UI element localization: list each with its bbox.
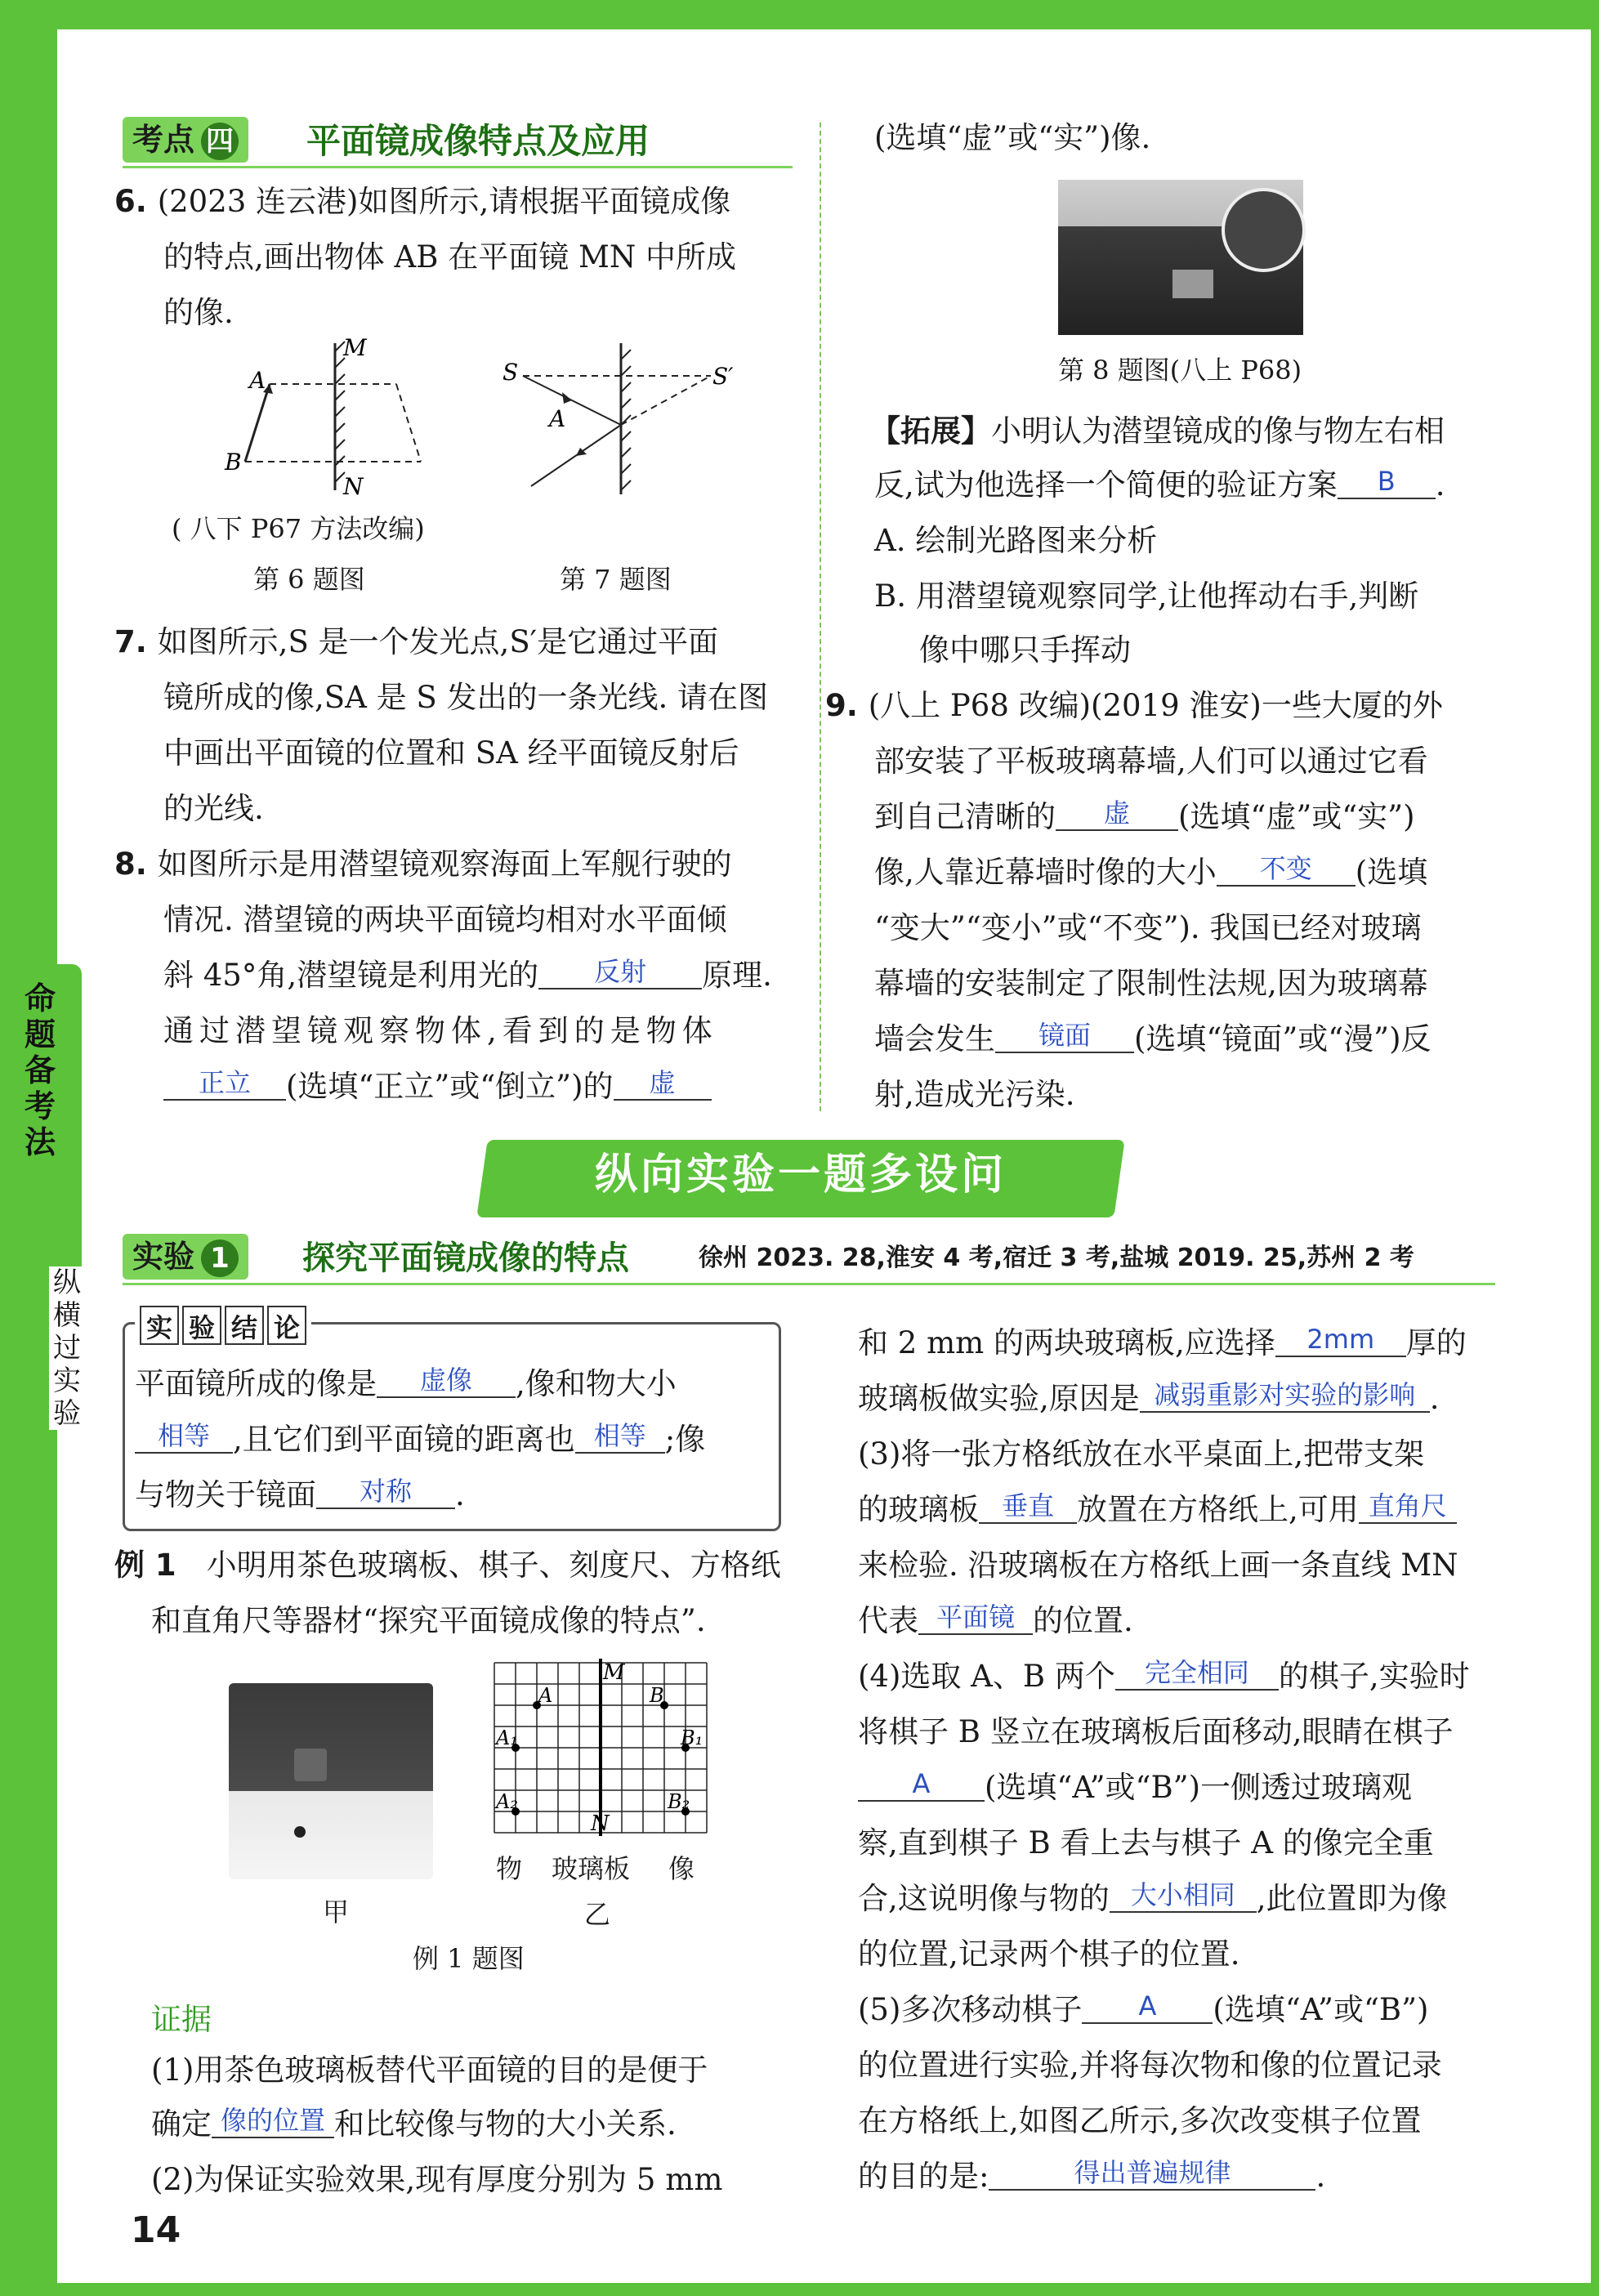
q8-periscope-photo xyxy=(1058,180,1303,335)
ex1-grid-label-b1: B₁ xyxy=(681,1726,703,1749)
q8-option-b-line1: B. 用潜望镜观察同学,让他挥动右手,判断 xyxy=(874,578,1419,614)
ex1-photo-piece-b xyxy=(294,1749,327,1781)
q8-ext-line2: 反,试为他选择一个简便的验证方案 B . xyxy=(874,466,1445,503)
section4-underline xyxy=(123,166,793,168)
conclusion-answer-3: 相等 xyxy=(575,1419,665,1454)
conclusion-char-3: 结 xyxy=(225,1306,264,1345)
q7-label-a: A xyxy=(549,405,566,432)
q9-num: 9 xyxy=(825,688,846,723)
q6-num: 6 xyxy=(114,184,136,219)
q7-line4: 的光线. xyxy=(163,791,264,826)
q8-answer-3: 虚 xyxy=(614,1066,712,1101)
side-tab-sub: 纵横过实验 xyxy=(49,1266,85,1430)
ex1-photo-piece-a xyxy=(294,1826,306,1838)
q9-line1: 9. (八上 P68 改编)(2019 淮安)一些大厦的外 xyxy=(825,688,1443,723)
q8-line4: 通过潜望镜观察物体,看到的是物体 xyxy=(163,1013,718,1048)
exp1-badge-num: 1 xyxy=(201,1240,239,1277)
conclusion-answer-1: 虚像 xyxy=(377,1364,516,1398)
section4-badge-label: 考点 xyxy=(132,122,195,158)
conclusion-line2: 相等 ,且它们到平面镜的距离也 相等 ;像 xyxy=(135,1412,705,1467)
q6-label-n: N xyxy=(343,473,364,500)
q8-ext-line1: 【拓展】小明认为潜望镜成的像与物左右相 xyxy=(870,413,1445,449)
ex1-fig-label-wu: 物 xyxy=(496,1853,523,1884)
ex1-s5-line1: (5)多次移动棋子 A (选填“A”或“B”) xyxy=(858,1990,1429,2027)
ex1-s5-line2: 的位置进行实验,并将每次物和像的位置记录 xyxy=(858,2048,1442,2083)
ex1-grid-label-a2: A₂ xyxy=(496,1790,518,1813)
ex1-s5-line4: 的目的是: 得出普遍规律 . xyxy=(858,2157,1326,2194)
conclusion-line3: 与物关于镜面 对称 . xyxy=(135,1476,465,1512)
conclusion-char-2: 验 xyxy=(182,1306,221,1345)
q7-line1: 7. 如图所示,S 是一个发光点,S′是它通过平面 xyxy=(114,624,719,659)
ex1-s2-answer-1: 2mm xyxy=(1275,1323,1406,1357)
ex1-grid-label-n: N xyxy=(591,1811,610,1836)
q8-caption: 第 8 题图(八上 P68) xyxy=(1058,355,1302,386)
ex1-s3-line3: 来检验. 沿玻璃板在方格纸上画一条直线 MN xyxy=(858,1548,1458,1583)
q9-answer-2: 不变 xyxy=(1217,852,1356,887)
ex1-fig-jia-label: 甲 xyxy=(323,1896,350,1927)
ex1-s5-answer-1: A xyxy=(1082,1990,1213,2024)
page-number: 14 xyxy=(131,2209,181,2251)
q7-label-s-prime: S′ xyxy=(712,363,734,390)
q9-line8: 射,造成光污染. xyxy=(874,1077,1075,1112)
q6-label-m: M xyxy=(343,334,367,361)
q8-num: 8 xyxy=(114,846,136,882)
q8-ext-answer: B xyxy=(1338,465,1436,499)
conclusion-answer-2: 相等 xyxy=(135,1419,233,1454)
ex1-s5-line3: 在方格纸上,如图乙所示,多次改变棋子位置 xyxy=(858,2103,1422,2138)
q8-photo-inset xyxy=(1222,188,1306,272)
q8-answer-2: 正立 xyxy=(163,1066,286,1101)
q6-object-ab xyxy=(245,384,270,462)
ex1-s4-line1: (4)选取 A、B 两个 完全相同 的棋子,实验时 xyxy=(858,1657,1470,1694)
conclusion-char-1: 实 xyxy=(140,1306,179,1345)
q8-line6: (选填“虚”或“实”)像. xyxy=(874,120,1151,155)
ex1-grid-label-b: B xyxy=(650,1684,664,1707)
q7-line3: 中画出平面镜的位置和 SA 经平面镜反射后 xyxy=(163,735,739,771)
q6-line3: 的像. xyxy=(163,295,234,330)
section4-badge-num: 四 xyxy=(201,123,239,160)
ex1-line2: 和直角尺等器材“探究平面镜成像的特点”. xyxy=(151,1603,706,1638)
ex1-fig-label-xiang: 像 xyxy=(668,1853,695,1884)
right-border xyxy=(1591,0,1599,2296)
ex1-s4-answer-3: 大小相同 xyxy=(1110,1878,1257,1913)
q7-caption: 第 7 题图 xyxy=(560,564,672,595)
q7-label-s: S xyxy=(502,359,519,386)
exp1-underline xyxy=(123,1283,1495,1285)
q7-line2: 镜所成的像,SA 是 S 发出的一条光线. 请在图 xyxy=(163,680,768,715)
ex1-s1-line1: (1)用茶色玻璃板替代平面镜的目的是便于 xyxy=(151,2053,708,2088)
ex1-s4-answer-2: A xyxy=(858,1767,985,1802)
exp1-title: 探究平面镜成像的特点 xyxy=(302,1240,629,1277)
q9-line6: 幕墙的安装制定了限制性法规,因为玻璃幕 xyxy=(874,966,1428,1001)
ex1-s1-line2: 确定 像的位置 和比较像与物的大小关系. xyxy=(151,2105,677,2142)
ex1-s3-line2: 的玻璃板 垂直 放置在方格纸上,可用 直角尺 xyxy=(858,1482,1457,1538)
q6-line2: 的特点,画出物体 AB 在平面镜 MN 中所成 xyxy=(163,239,736,275)
q6-line1: 6. (2023 连云港)如图所示,请根据平面镜成像 xyxy=(114,184,731,219)
side-tab xyxy=(0,964,82,1275)
ex1-s1-answer: 像的位置 xyxy=(212,2104,334,2138)
ex1-grid-label-a: A xyxy=(538,1684,553,1707)
ex1-s3-line4: 代表 平面镜 的位置. xyxy=(858,1601,1133,1638)
conclusion-char-4: 论 xyxy=(267,1306,306,1345)
q8-line2: 情况. 潜望镜的两块平面镜均相对水平面倾 xyxy=(163,902,727,937)
conclusion-label xyxy=(135,1306,311,1345)
ex1-s2-line3: 玻璃板做实验,原因是 减弱重影对实验的影响 . xyxy=(858,1379,1440,1416)
q8-ext-label: 【拓展】 xyxy=(870,413,991,449)
top-border xyxy=(0,0,1599,29)
q7-num: 7 xyxy=(114,624,136,659)
q6-label-b: B xyxy=(225,449,242,476)
ex1-grid-label-m: M xyxy=(603,1660,625,1685)
ex1-s4-line6: 的位置,记录两个棋子的位置. xyxy=(858,1936,1240,1972)
q9-line4: 像,人靠近幕墙时像的大小 不变 (选填 xyxy=(874,853,1428,890)
ex1-s3-answer-2: 直角尺 xyxy=(1359,1490,1457,1524)
ex1-label: 例 1 xyxy=(114,1548,176,1583)
side-lower-border xyxy=(0,1266,81,2296)
q8-photo-periscope xyxy=(1172,270,1213,298)
ex1-s2-answer-2: 减弱重影对实验的影响 xyxy=(1140,1378,1430,1413)
ex1-s4-line5: 合,这说明像与物的 大小相同 ,此位置即为像 xyxy=(858,1879,1448,1916)
column-divider xyxy=(820,123,821,1111)
q8-line3: 斜 45°角,潜望镜是利用光的 反射 原理. xyxy=(163,956,772,993)
q6-source: ( 八下 P67 方法改编) xyxy=(172,513,425,544)
q9-answer-3: 镜面 xyxy=(995,1019,1134,1053)
q9-line5: “变大”“变小”或“不变”). 我国已经对玻璃 xyxy=(874,910,1422,945)
ex1-fig-yi-label: 乙 xyxy=(584,1899,611,1930)
section4-badge xyxy=(123,117,248,163)
q9-line2: 部安装了平板玻璃幕墙,人们可以通过它看 xyxy=(874,744,1428,779)
side-tab-main: 命题备考法 xyxy=(24,980,56,1160)
q6-label-a: A xyxy=(249,367,266,394)
q9-answer-1: 虚 xyxy=(1056,797,1178,831)
q8-line5: 正立 (选填“正立”或“倒立”)的 虚 xyxy=(163,1059,712,1114)
exp1-sources: 徐州 2023. 28,淮安 4 考,宿迁 3 考,盐城 2019. 25,苏州 2 考 xyxy=(699,1244,1414,1272)
conclusion-answer-4: 对称 xyxy=(316,1475,455,1509)
q6-figure xyxy=(225,334,449,500)
ex1-s3-line1: (3)将一张方格纸放在水平桌面上,把带支架 xyxy=(858,1436,1425,1472)
q9-line7: 墙会发生 镜面 (选填“镜面”或“漫”)反 xyxy=(874,1020,1432,1056)
q6-caption: 第 6 题图 xyxy=(253,564,365,595)
q7-figure xyxy=(498,343,744,498)
banner-title: 纵向实验一题多设问 xyxy=(594,1150,1007,1199)
ex1-s2-line2: 和 2 mm 的两块玻璃板,应选择 2mm 厚的 xyxy=(858,1324,1467,1360)
ex1-s4-line3: A (选填“A”或“B”)一侧透过玻璃观 xyxy=(858,1760,1412,1816)
ex1-s4-answer-1: 完全相同 xyxy=(1115,1656,1279,1691)
q8-option-a: A. 绘制光路图来分析 xyxy=(874,523,1158,558)
ex1-s4-line2: 将棋子 B 竖立在玻璃板后面移动,眼睛在棋子 xyxy=(858,1714,1454,1749)
conclusion-line1: 平面镜所成的像是 虚像 ,像和物大小 xyxy=(135,1365,677,1401)
ex1-figure-jia-photo xyxy=(229,1683,433,1879)
q8-answer-1: 反射 xyxy=(538,955,702,989)
exp1-badge-label: 实验 xyxy=(132,1239,195,1275)
ex1-caption: 例 1 题图 xyxy=(413,1943,525,1974)
exp1-badge xyxy=(123,1234,248,1280)
q8-line1: 8. 如图所示是用潜望镜观察海面上军舰行驶的 xyxy=(114,846,732,882)
ex1-grid-label-a1: A₁ xyxy=(496,1726,518,1749)
ex1-grid-label-b2: B₂ xyxy=(668,1790,690,1813)
ex1-fig-label-boli: 玻璃板 xyxy=(552,1853,631,1884)
ex1-line1: 例 1 小明用茶色玻璃板、棋子、刻度尺、方格纸 xyxy=(114,1548,781,1583)
ex1-evidence-label: 证据 xyxy=(151,2002,212,2037)
q9-line3: 到自己清晰的 虚 (选填“虚”或“实”) xyxy=(874,797,1415,834)
ex1-s4-line4: 察,直到棋子 B 看上去与棋子 A 的像完全重 xyxy=(858,1825,1434,1860)
bottom-border xyxy=(0,2283,1599,2296)
ex1-s3-answer-1: 垂直 xyxy=(979,1490,1077,1524)
section4-title: 平面镜成像特点及应用 xyxy=(306,121,650,161)
ex1-s5-answer-2: 得出普遍规律 xyxy=(989,2156,1315,2191)
ex1-s3-answer-3: 平面镜 xyxy=(918,1601,1033,1635)
ex1-s2-line1: (2)为保证实验效果,现有厚度分别为 5 mm xyxy=(151,2162,723,2197)
ex1-figure-yi-grid xyxy=(486,1655,715,1851)
q8-option-b-line2: 像中哪只手挥动 xyxy=(919,632,1131,668)
left-border xyxy=(0,0,57,964)
